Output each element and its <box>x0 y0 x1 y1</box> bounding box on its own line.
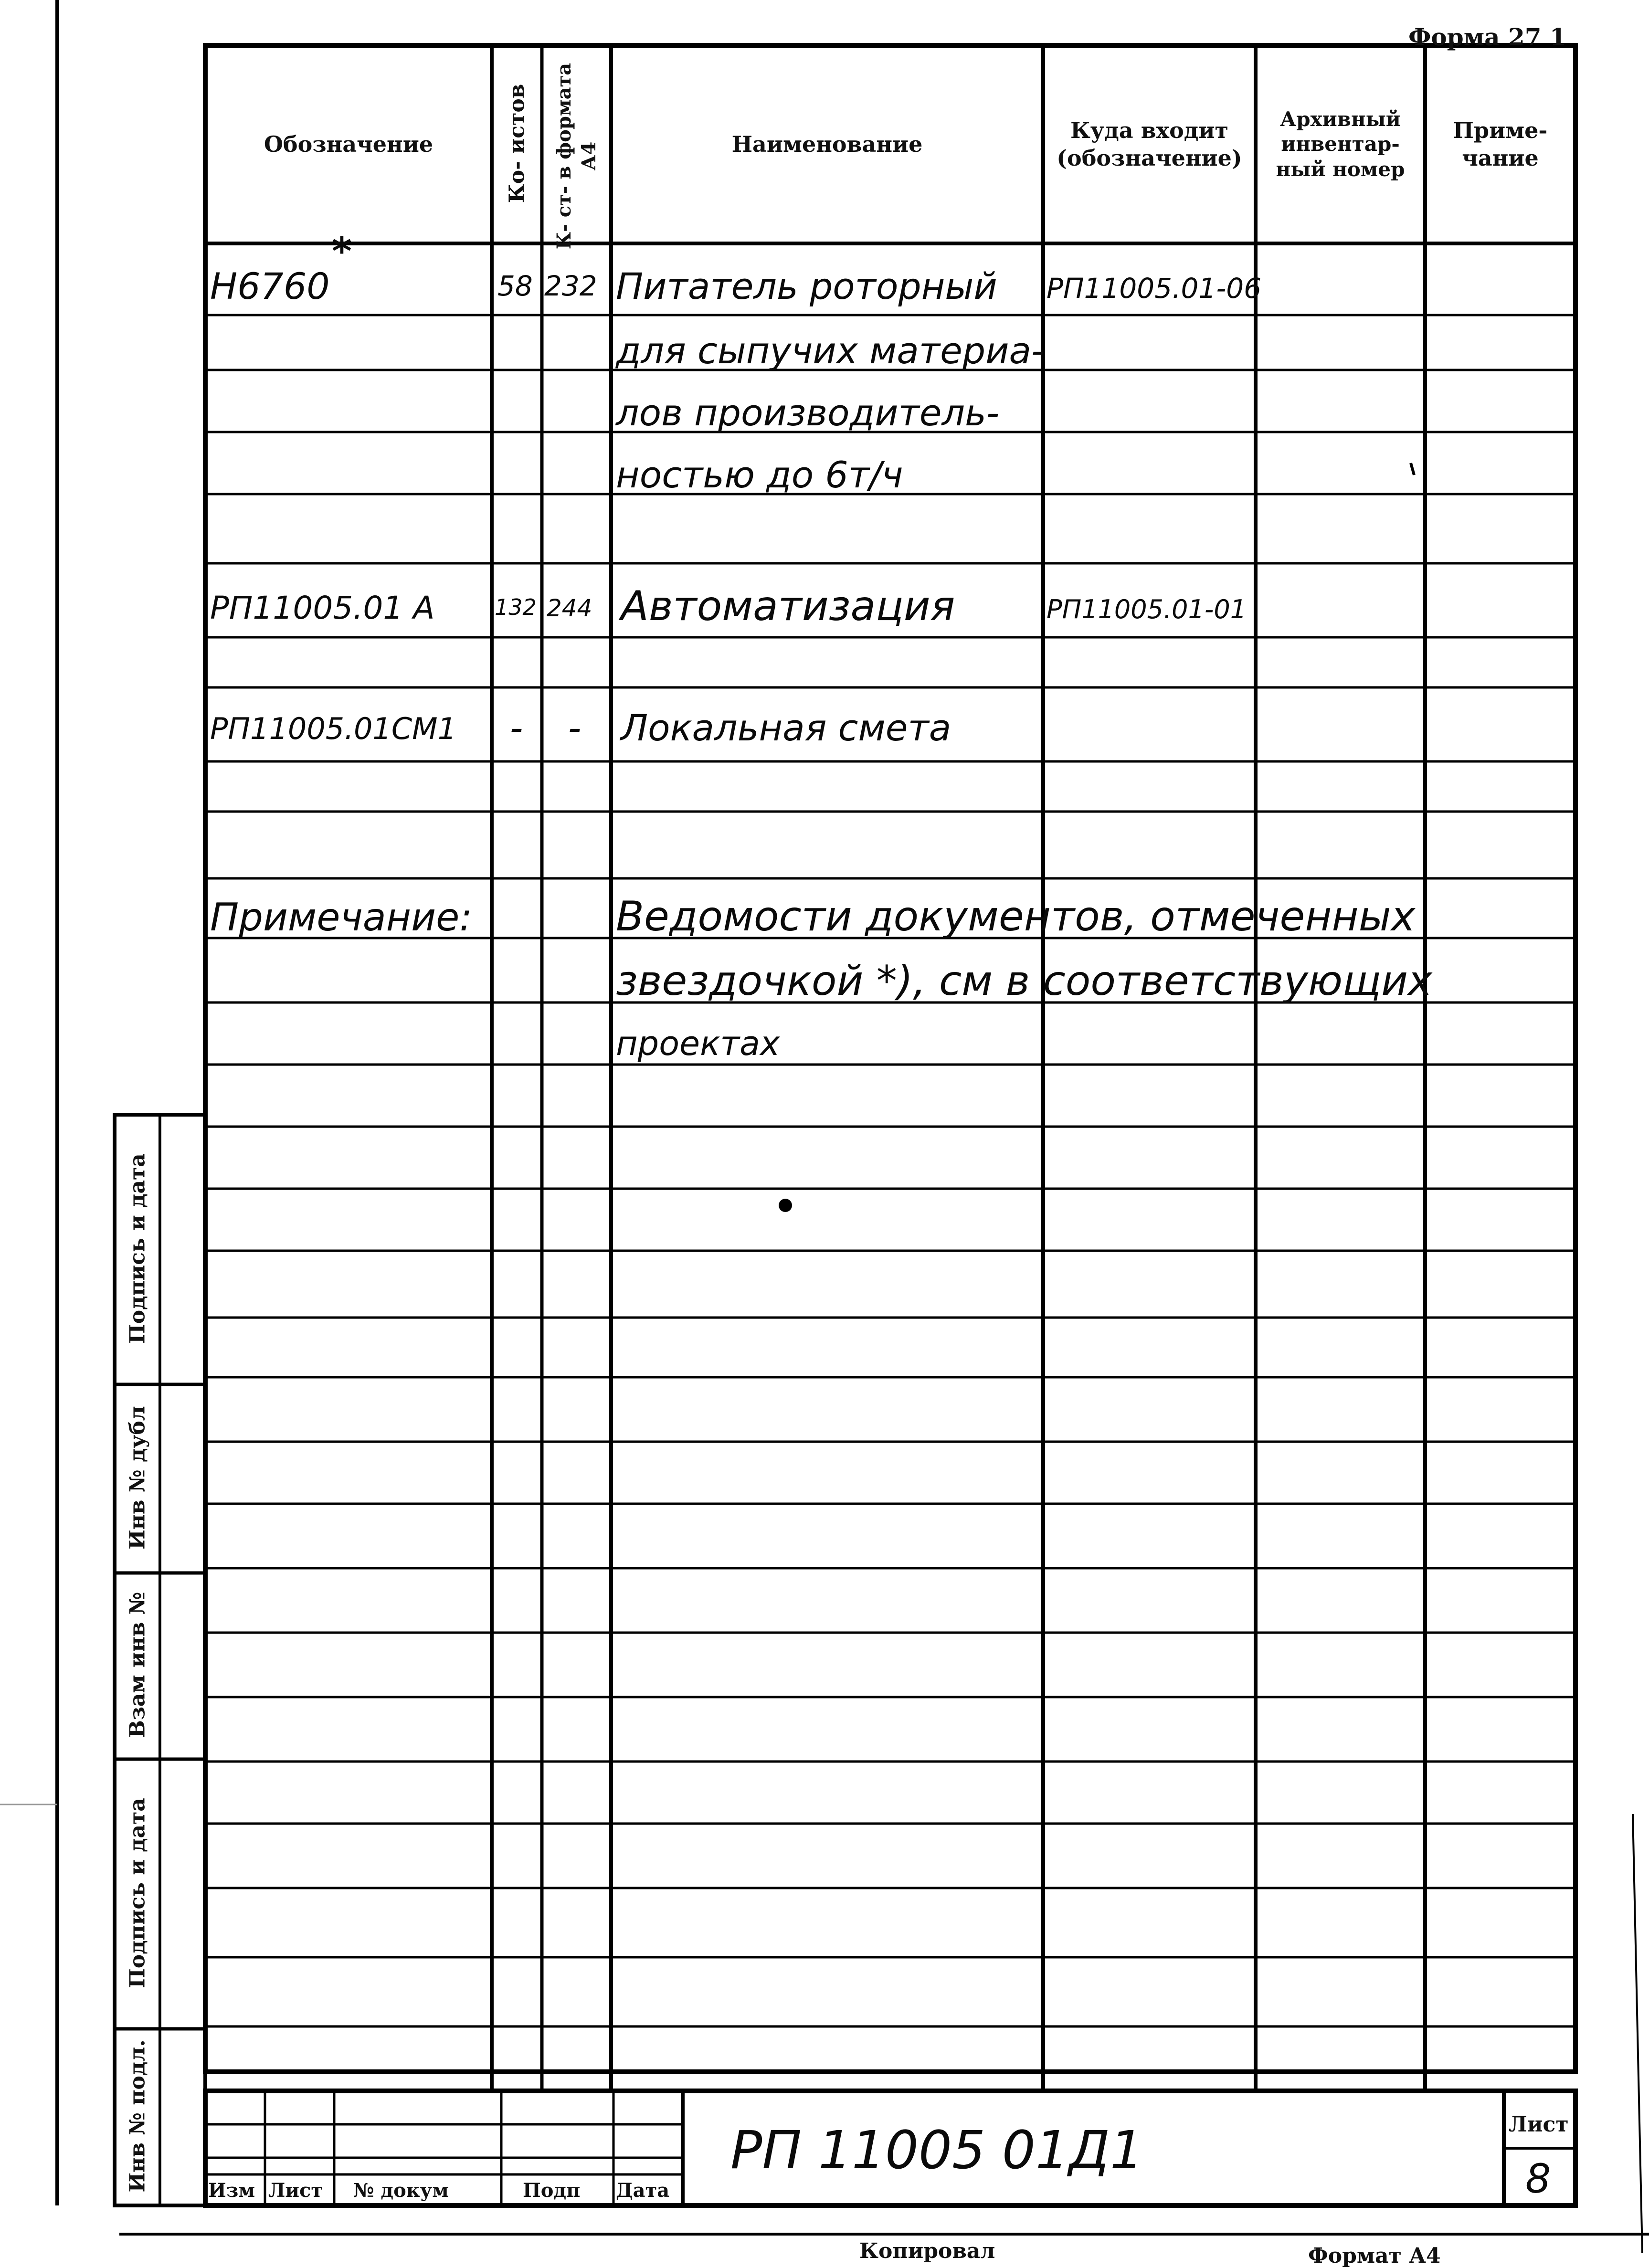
stamp-replacement-inv-no: Взам инв № <box>125 1592 149 1738</box>
header-note: Приме- чание <box>1453 117 1548 171</box>
document-code: РП 11005 01Д1 <box>730 2120 1143 2181</box>
tb-sheet-label: Лист <box>1509 2112 1569 2137</box>
row-name-line: лов производитель- <box>616 391 1000 434</box>
header-where-used: Куда входит (обозначение) <box>1057 117 1242 171</box>
note-line: звездочкой *), см в соответствующих <box>616 957 1432 1005</box>
row-count-2: 244 <box>547 594 592 622</box>
note-label: Примечание: <box>210 895 473 939</box>
star-marker: * <box>332 229 352 274</box>
row-designation: РП11005.01СМ1 <box>210 711 457 746</box>
row-name-line: Автоматизация <box>621 582 955 630</box>
row-where-used: РП11005.01-06 <box>1046 272 1262 305</box>
row-count-2: - <box>568 707 581 749</box>
note-line: Ведомости документов, отмеченных <box>616 893 1416 940</box>
stamp-signature-date-2: Подпись и дата <box>125 1797 149 1988</box>
header-sheets-count-b: К- ст- в формата А4 <box>552 63 600 249</box>
header-sheets-count-a: Ко- истов <box>505 84 529 203</box>
tb-date: Дата <box>616 2179 670 2202</box>
row-name-line: ностью до 6т/ч <box>616 454 903 496</box>
header-designation: Обозначение <box>264 131 433 157</box>
stamp-signature-date: Подпись и дата <box>125 1153 149 1344</box>
footer-copied: Копировал <box>859 2239 995 2263</box>
row-name-line: для сыпучих материа- <box>616 329 1045 372</box>
tb-list: Лист <box>268 2179 323 2202</box>
tb-doc-no: № докум <box>353 2179 449 2202</box>
footer-format: Формат А4 <box>1308 2244 1441 2268</box>
note-line: проектах <box>616 1024 780 1063</box>
row-name-line: Питатель роторный <box>616 265 997 307</box>
row-count-2: 232 <box>544 270 597 302</box>
row-where-used: РП11005.01-01 <box>1046 594 1247 624</box>
row-designation: Н6760 <box>210 265 330 307</box>
tb-sign: Подп <box>523 2179 581 2202</box>
sheet-number: 8 <box>1525 2155 1551 2202</box>
form-label: Форма 27 1 <box>1408 23 1566 51</box>
stamp-duplicate-inv-no: Инв № дубл <box>125 1405 149 1550</box>
header-name: Наименование <box>731 131 923 157</box>
tb-izm: Изм <box>208 2179 255 2202</box>
row-count-1: 132 <box>495 594 537 620</box>
row-name-line: Локальная смета <box>621 707 951 749</box>
row-count-1: 58 <box>497 270 533 302</box>
header-archive-number: Архивный инвентар- ный номер <box>1276 107 1405 181</box>
stamp-original-inv-no: Инв № подл. <box>125 2039 149 2193</box>
row-count-1: - <box>510 707 523 749</box>
row-designation: РП11005.01 А <box>210 590 435 626</box>
